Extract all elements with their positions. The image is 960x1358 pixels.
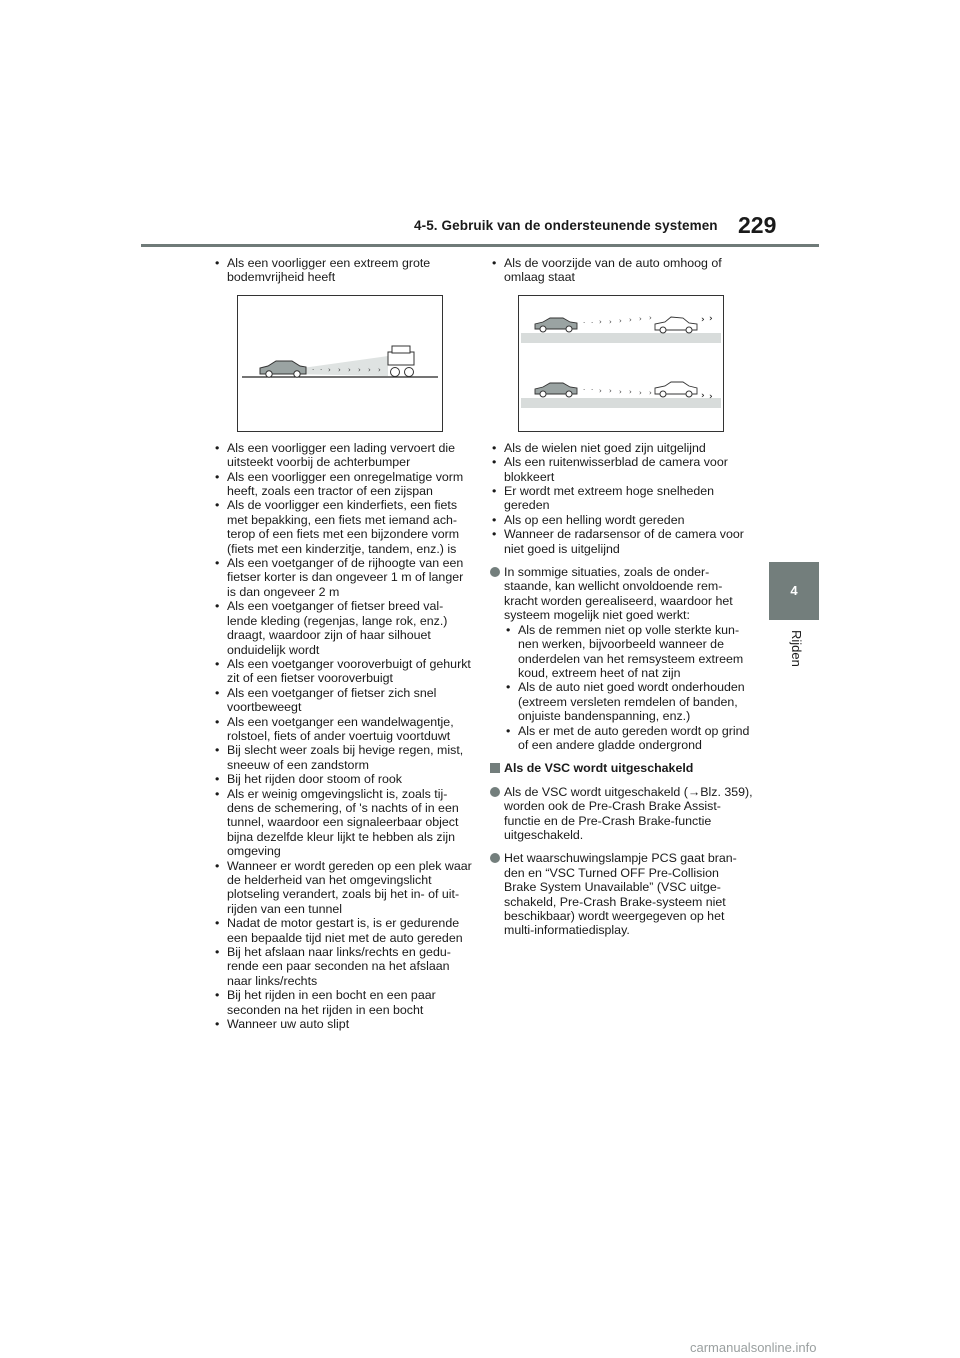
note-vsc-off-text: Als de VSC wordt uitgeschakeld (→Blz. 359), worden ook de Pre-Crash Brake Assist-functie en de Pre-Crash Brake-functie uitgeschakeld. (504, 784, 753, 842)
svg-text:›: › (619, 316, 622, 325)
list-item: • Als de voorligger een kinderfiets, een fiets met bepakking, een fiets met iemand ach-terop of een fiets met een bijzondere vorm (fiets met een kinderzitje, tandem, enz.) is (213, 498, 473, 556)
list-item: • Bij het afslaan naar links/rechts en gedu-rende een paar seconden na het afslaan naar links/rechts (213, 945, 473, 988)
list-item: • Als een voetganger of fietser zich snel voortbeweegt (213, 686, 473, 715)
right-column (490, 256, 754, 938)
list-item: • Bij slecht weer zoals bij hevige regen, mist, sneeuw of een zandstorm (213, 743, 473, 772)
note-insufficient-braking-list (504, 623, 754, 753)
bullet-circle-icon (490, 567, 500, 577)
chapter-tab[interactable]: 4 (769, 562, 819, 620)
list-item: • Wanneer de radarsensor of de camera voor niet goed is uitgelijnd (490, 527, 754, 556)
list-item: • Als er met de auto gereden wordt op grind of een andere gladde ondergrond (504, 724, 754, 753)
svg-text:›: › (599, 386, 602, 395)
illustration-high-clearance-vehicle (237, 295, 443, 432)
section-title: 4-5. Gebruik van de ondersteunende systemen (414, 218, 718, 233)
svg-text:›: › (709, 391, 713, 402)
illustration-front-raised-lowered (518, 295, 724, 432)
svg-text:·: · (591, 318, 594, 327)
svg-text:·: · (591, 385, 594, 394)
list-item: • Wanneer uw auto slipt (213, 1017, 473, 1031)
watermark[interactable]: carmanualsonline.info (690, 1340, 817, 1355)
svg-text:›: › (609, 317, 612, 326)
svg-text:›: › (649, 388, 652, 397)
svg-text:·: · (320, 365, 323, 374)
subheading-vsc-off-text: Als de VSC wordt uitgeschakeld (504, 761, 694, 776)
svg-text:›: › (358, 365, 361, 374)
header-rule (141, 244, 819, 247)
note-insufficient-braking-text: In sommige situaties, zoals de onder-staande, kan wellicht onvoldoende rem-kracht worden gerealiseerd, waardoor het systeem mogelijk niet goed werkt: (504, 565, 733, 623)
svg-text:›: › (629, 387, 632, 396)
svg-text:›: › (709, 313, 713, 324)
list-item: • Als een voetganger een wandelwagentje, rolstoel, fiets of ander voertuig voortduwt (213, 715, 473, 744)
svg-text:›: › (368, 365, 371, 374)
svg-text:›: › (599, 317, 602, 326)
svg-text:›: › (639, 388, 642, 397)
svg-text:›: › (639, 314, 642, 323)
list-item: • Als een voorligger een onregelmatige vorm heeft, zoals een tractor of een zijspan (213, 470, 473, 499)
list-item: • Als een voorligger een lading vervoert die uitsteekt voorbij de achterbumper (213, 441, 473, 470)
list-item: • Als de voorzijde van de auto omhoog of omlaag staat (490, 256, 754, 285)
chapter-tab-label: Rijden (789, 630, 804, 667)
svg-text:›: › (338, 365, 341, 374)
svg-text:›: › (649, 313, 652, 322)
list-item: • Nadat de motor gestart is, is er gedurende een bepaalde tijd niet met de auto gereden (213, 916, 473, 945)
list-item: • Als een voorligger een extreem grote bodemvrijheid heeft (213, 256, 473, 285)
bullet-circle-icon (490, 787, 500, 797)
list-item: • Als de wielen niet goed zijn uitgelijnd (490, 441, 754, 455)
list-item: • Als de remmen niet op volle sterkte kun-nen werken, bijvoorbeeld wanneer de onderdelen van het remsysteem extreem koud, extreem heet of nat zijn (504, 623, 754, 681)
front-raised-lowered-svg (519, 296, 723, 431)
list-item: • Als de auto niet goed wordt onderhouden (extreem versleten remdelen of banden, onjuiste bandenspanning, enz.) (504, 680, 754, 723)
list-item: • Er wordt met extreem hoge snelheden gereden (490, 484, 754, 513)
left-conditions-list (213, 441, 473, 1032)
bullet-circle-icon (490, 853, 500, 863)
note-vsc-off (490, 785, 754, 843)
right-conditions-list (490, 441, 754, 556)
bullet-square-icon (490, 763, 500, 773)
svg-text:·: · (583, 385, 586, 394)
list-item: • Als een voetganger vooroverbuigt of gehurkt zit of een fietser vooroverbuigt (213, 657, 473, 686)
list-item: • Bij het rijden door stoom of rook (213, 772, 473, 786)
svg-text:›: › (378, 365, 381, 374)
list-item: • Als op een helling wordt gereden (490, 513, 754, 527)
left-column (213, 256, 473, 1031)
list-item: • Als er weinig omgevingslicht is, zoals tij-dens de schemering, of 's nachts of in een tunnel, waardoor een signaleerbaar object bijna dezelfde kleur lijkt te hebben als zijn omgeving (213, 787, 473, 859)
list-item: • Als een voetganger of fietser breed val-lende kleding (regenjas, lange rok, enz.) draagt, waardoor zijn of haar silhouet onduidelijk wordt (213, 599, 473, 657)
svg-text:›: › (619, 387, 622, 396)
svg-text:·: · (583, 318, 586, 327)
svg-text:›: › (701, 390, 705, 401)
list-item: • Wanneer er wordt gereden op een plek waar de helderheid van het omgevingslicht plotseling verandert, zoals bij het in- of uit-rijden van een tunnel (213, 859, 473, 917)
list-item: • Als een voetganger of de rijhoogte van een fietser korter is dan ongeveer 1 m of langer is dan ongeveer 2 m (213, 556, 473, 599)
note-insufficient-braking (490, 565, 754, 752)
subheading-vsc-off (490, 761, 754, 775)
list-item: • Als een ruitenwisserblad de camera voor blokkeert (490, 455, 754, 484)
svg-text:›: › (348, 365, 351, 374)
high-clearance-vehicle-svg (238, 296, 442, 431)
svg-text:›: › (701, 314, 705, 325)
right-intro-list (490, 256, 754, 285)
svg-text:›: › (609, 386, 612, 395)
page-number: 229 (738, 212, 777, 238)
note-pcs-warning-text: Het waarschuwingslampje PCS gaat bran-den en “VSC Turned OFF Pre-Collision Brake System Unavailable” (VSC uitge-schakeld, Pre-Crash Brake-systeem niet beschikbaar) wordt weergegeven op het multi-informatiedisplay. (504, 851, 737, 938)
svg-text:›: › (328, 365, 331, 374)
note-pcs-warning (490, 851, 754, 937)
svg-text:›: › (629, 315, 632, 324)
left-intro-list (213, 256, 473, 285)
list-item: • Bij het rijden in een bocht en een paar seconden na het rijden in een bocht (213, 988, 473, 1017)
svg-text:·: · (312, 365, 315, 374)
